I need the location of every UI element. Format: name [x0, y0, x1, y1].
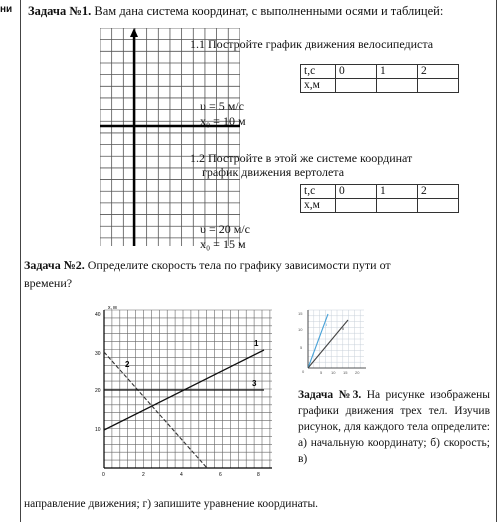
table-cell: 1 [377, 185, 418, 199]
table-cell [418, 199, 459, 213]
x-tick-label: 0 [102, 472, 105, 478]
side-label: ни [0, 4, 13, 15]
graph2-line-2 [104, 352, 207, 468]
x-tick-label: 20 [355, 370, 360, 375]
graph2-line-label-3: 3 [252, 379, 257, 388]
x-tick-label: 15 [343, 370, 348, 375]
table-cell: 1 [377, 65, 418, 79]
y-tick-label: 20 [95, 388, 101, 394]
table-cell: t,c [301, 185, 336, 199]
task1-sub2-speed: υ = 20 м/с [200, 222, 250, 236]
task2-graph [92, 300, 278, 480]
frame-right-border [496, 0, 497, 522]
table-cell: 0 [336, 185, 377, 199]
table-row [301, 79, 459, 93]
task1-sub2-title-line1: 1.2 Постройте в этой же системе координат [190, 151, 413, 165]
x-tick-label: 6 [219, 472, 222, 478]
table-cell [336, 79, 377, 93]
task1-text: Вам дана система координат, с выполненными осями и таблицей: [94, 4, 444, 18]
table-cell [336, 199, 377, 213]
y-tick-label: 10 [298, 327, 303, 332]
task3-text: На рисунке изображены графики движения трех тел. Изучив рисунок, для каждого тела определите: а) начальную координату; б) скорость; в) [298, 389, 491, 465]
table-cell [418, 79, 459, 93]
task2-line1 [24, 258, 391, 273]
task1-sub1-title: 1.1 Постройте график движения велосипедиста [190, 37, 434, 51]
x-tick-label: 5 [320, 370, 323, 375]
task1-sub1-table [300, 64, 459, 93]
graph3-line-1 [308, 314, 328, 368]
frame-left-border [20, 0, 21, 522]
task1-coordinate-grid [100, 28, 240, 246]
task1-sub1-x0: x₀ = 10 м [200, 114, 246, 128]
y-tick-label: 30 [95, 351, 101, 357]
x-tick-label: 8 [257, 472, 260, 478]
graph2-line-label-2: 2 [125, 360, 130, 369]
table-cell: 0 [336, 65, 377, 79]
table-cell: t,c [301, 65, 336, 79]
task2-text-line2: времени? [24, 276, 73, 290]
task1-sub2-table [300, 184, 459, 213]
y-tick-label: 5 [300, 345, 303, 350]
task3-paragraph [298, 387, 490, 467]
graph2-line-label-1: 1 [254, 339, 259, 348]
x-tick-label: 10 [331, 370, 336, 375]
table-row [301, 199, 459, 213]
x-tick-label: 4 [180, 472, 183, 478]
y-tick-label: 10 [95, 427, 101, 433]
graph3-line-label-2: II [342, 326, 345, 331]
task1-sub1-speed: υ = 5 м/с [200, 99, 244, 113]
x-tick-label: 2 [142, 472, 145, 478]
y-tick-label: 15 [298, 311, 303, 316]
task2-y-axis-label: x, м [108, 305, 117, 311]
task1-heading [28, 4, 443, 19]
y-tick-label: 40 [95, 312, 101, 318]
task3-text-last: направление движения; г) запишите уравнение координаты. [24, 498, 319, 510]
task2-text-line1: Определите скорость тела по графику зависимости пути от [87, 258, 391, 272]
task3-title: Задача №3. [298, 389, 362, 401]
task1-sub2-title-line2: график движения вертолета [202, 165, 345, 179]
task1-title: Задача №1. [28, 4, 92, 18]
table-cell: 2 [418, 65, 459, 79]
table-cell [377, 79, 418, 93]
table-row [301, 65, 459, 79]
table-cell [377, 199, 418, 213]
table-cell: 2 [418, 185, 459, 199]
task2-title: Задача №2. [24, 258, 85, 272]
table-row [301, 185, 459, 199]
task1-y-axis-arrow [130, 28, 138, 37]
graph3-line-label-1: I [326, 322, 328, 327]
table-cell: x,м [301, 199, 336, 213]
y-tick-label: 0 [302, 369, 305, 374]
task1-sub2-x0: x₀ = 15 м [200, 237, 246, 251]
task3-graph [298, 306, 368, 376]
table-cell: x,м [301, 79, 336, 93]
